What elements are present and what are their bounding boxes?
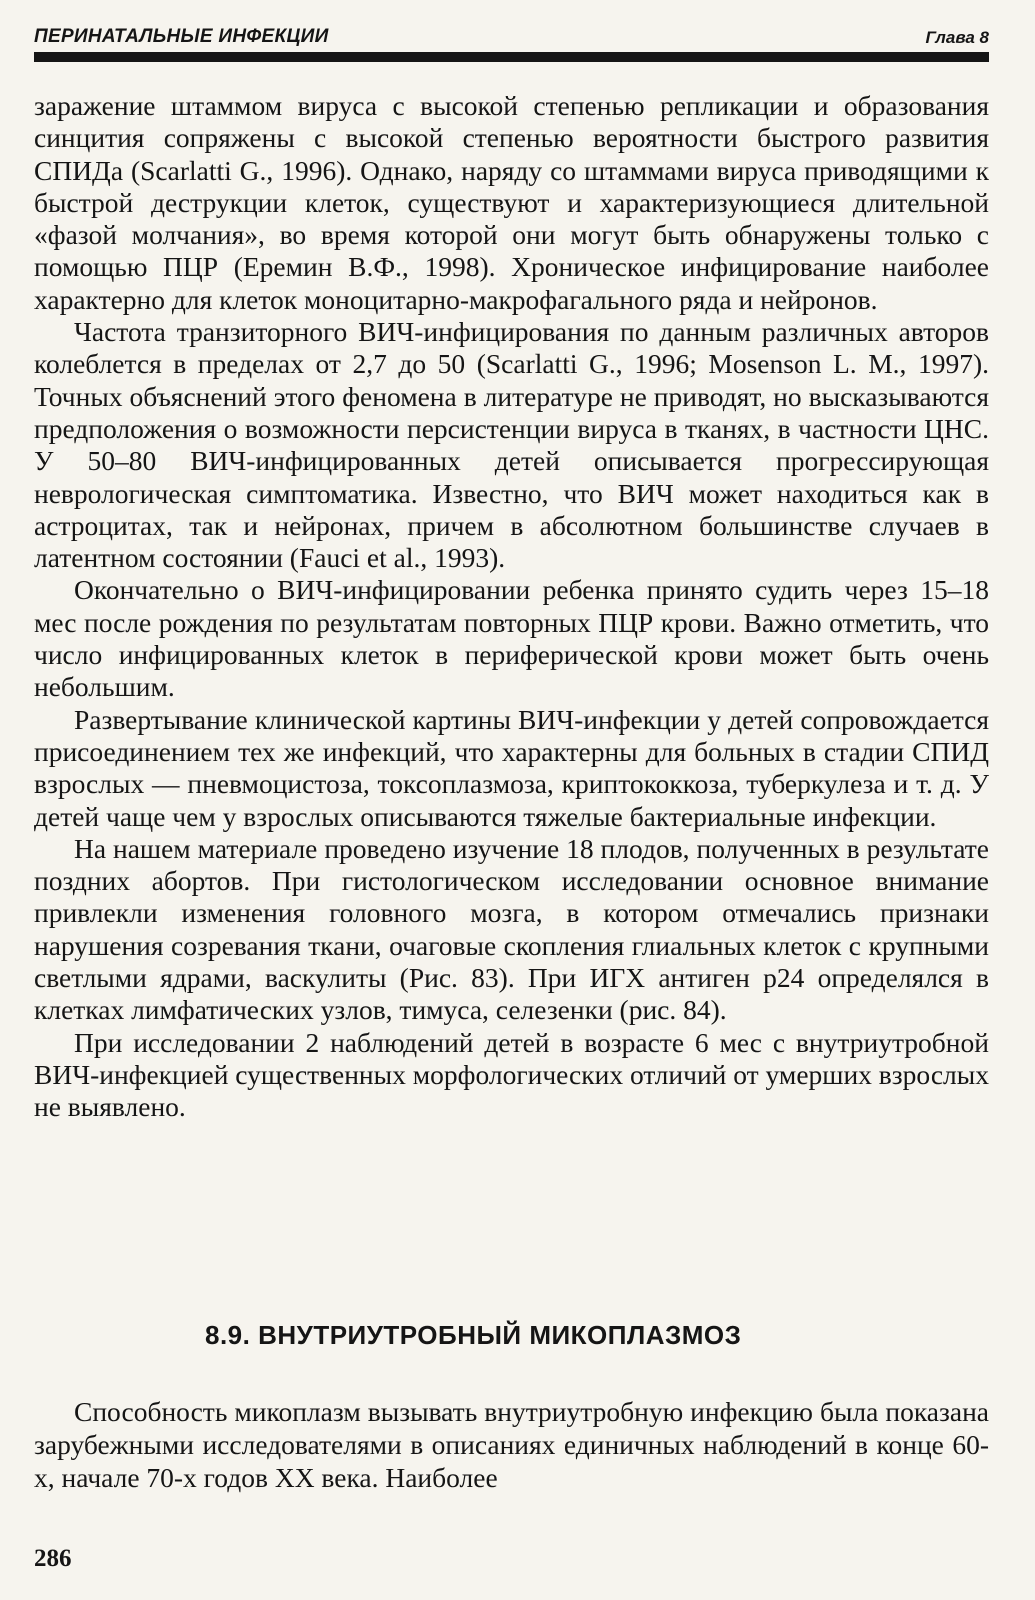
paragraph-6: При исследовании 2 наблюдений детей в возрасте 6 мес с внутриутробной ВИЧ-инфекцией существенных морфологических отличий от умерших взрослых не выявлено.: [34, 1026, 989, 1123]
body-text: [34, 90, 989, 1124]
running-header: [34, 18, 989, 48]
paragraph-5: На нашем материале проведено изучение 18 плодов, полученных в результате поздних абортов. При гистологическом исследовании основное внимание привлекли изменения головного мозга, в котором отмечались признаки нарушения созревания ткани, очаговые скопления глиальных клеток с крупными светлыми ядрами, васкулиты (Рис. 83). При ИГХ антиген p24 определялся в клетках лимфатических узлов, тимуса, селезенки (рис. 84).: [34, 832, 989, 1026]
section-heading: 8.9. ВНУТРИУТРОБНЫЙ МИКОПЛАЗМОЗ: [205, 1320, 742, 1350]
chapter-label: Глава 8: [925, 28, 989, 47]
paragraph-3: Окончательно о ВИЧ-инфицировании ребенка принято судить через 15–18 мес после рождения по результатам повторных ПЦР крови. Важно отметить, что число инфицированных клеток в периферической крови может быть очень небольшим.: [34, 574, 989, 703]
header-rule: [34, 52, 989, 62]
section-paragraph: Способность микоплазм вызывать внутриутробную инфекцию была показана зарубежными исследователями в описаниях единичных наблюдений в конце 60-х, начале 70-х годов XX века. Наиболее: [34, 1396, 989, 1493]
paragraph-4: Развертывание клинической картины ВИЧ-инфекции у детей сопровождается присоединением тех же инфекций, что характерны для больных в стадии СПИД взрослых — пневмоцистоза, токсоплазмоза, криптококкоза, туберкулеза и т. д. У детей чаще чем у взрослых описываются тяжелые бактериальные инфекции.: [34, 703, 989, 832]
paragraph-1: заражение штаммом вируса с высокой степенью репликации и образования синцития сопряжены с высокой степенью вероятности быстрого развития СПИДа (Scarlatti G., 1996). Однако, наряду со штаммами вируса приводящими к быстрой деструкции клеток, существуют и характеризующиеся длительной «фазой молчания», во время которой они могут быть обнаружены только с помощью ПЦР (Еремин В.Ф., 1998). Хроническое инфицирование наиболее характерно для клеток моноцитарно-макрофагального ряда и нейронов.: [34, 90, 989, 315]
running-title: ПЕРИНАТАЛЬНЫЕ ИНФЕКЦИИ: [34, 26, 329, 47]
page-number: 286: [34, 1545, 72, 1572]
paragraph-2: Частота транзиторного ВИЧ-инфицирования по данным различных авторов колеблется в пределах от 2,7 до 50 (Scarlatti G., 1996; Mosenson L. M., 1997). Точных объяснений этого феномена в литературе не приводят, но высказываются предположения о возможности персистенции вируса в тканях, в частности ЦНС. У 50–80 ВИЧ-инфицированных детей описывается прогрессирующая неврологическая симптоматика. Известно, что ВИЧ может находиться как в астроцитах, так и нейронах, причем в абсолютном большинстве случаев в латентном состоянии (Fauci et al., 1993).: [34, 316, 989, 574]
